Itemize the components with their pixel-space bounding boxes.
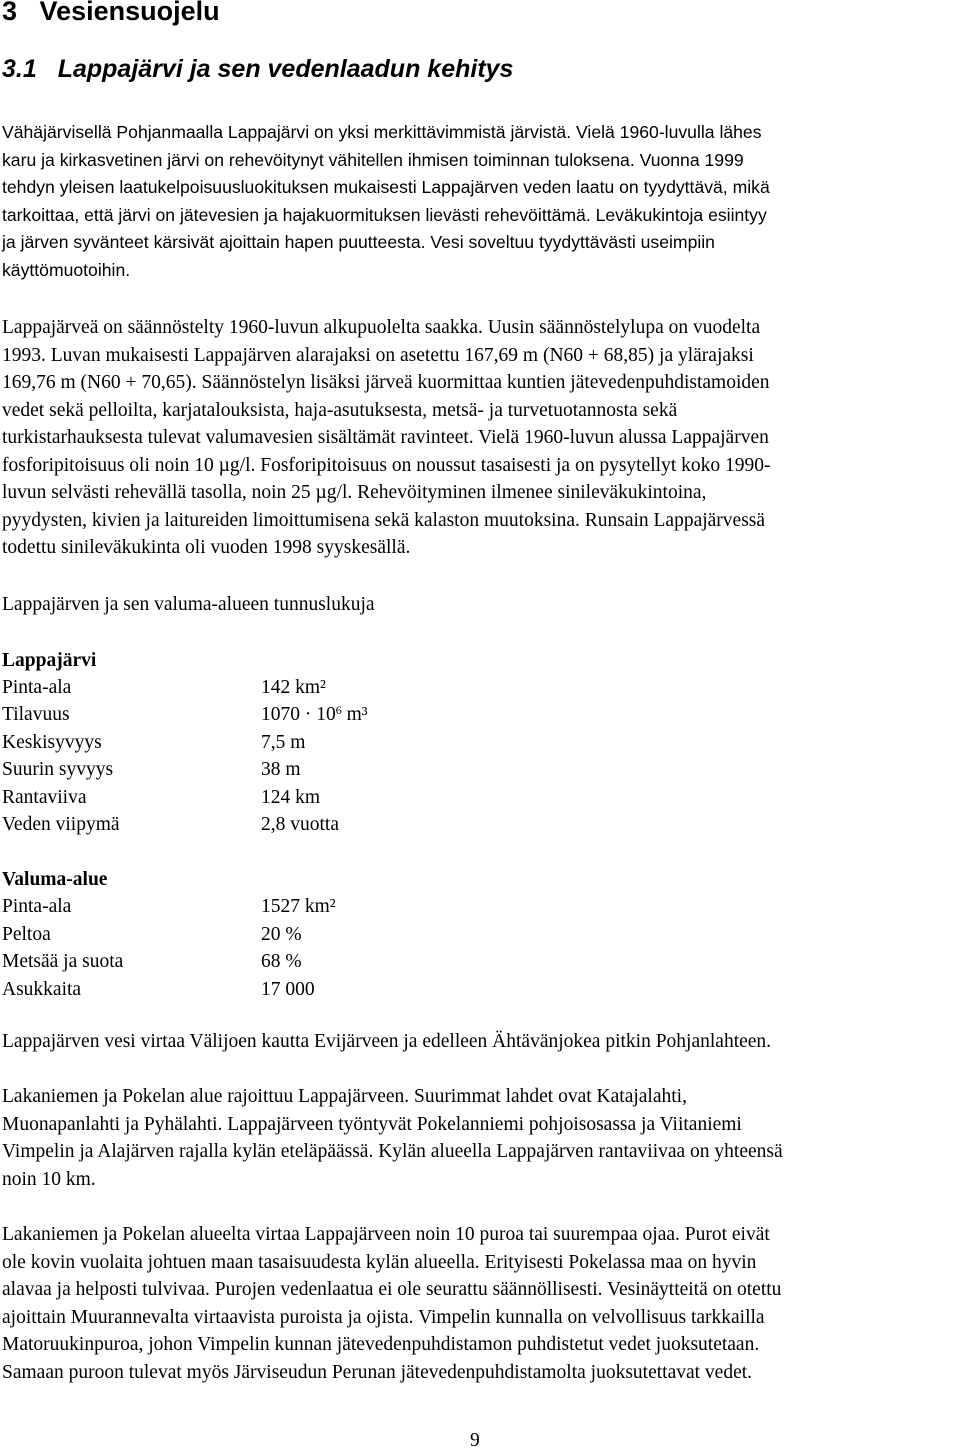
row-value: 68 % xyxy=(261,951,302,972)
paragraph-line: fosforipitoisuus oli noin 10 µg/l. Fosforipitoisuus on noussut tasaisesti ja on pysytellyt koko 1990- xyxy=(2,454,771,476)
row-label: Asukkaita xyxy=(2,979,82,1000)
paragraph-intro xyxy=(2,119,958,284)
paragraph-line: turkistarhauksesta tulevat valumavesien sisältämät ravinteet. Vielä 1960-luvun alussa Lappajärven xyxy=(2,427,769,448)
paragraph-line: karu ja kirkasvetinen järvi on rehevöitynyt vähitellen ihmisen toiminnan tuloksena. Vuonna 1999 xyxy=(2,149,744,170)
paragraph-line: alavaa ja helposti tulvivaa. Purojen vedenlaatua ei ole seurattu säännöllisesti. Vesinäytteitä on otettu xyxy=(2,1279,782,1300)
lake-row-area xyxy=(2,674,702,702)
row-value: 142 km² xyxy=(261,677,326,698)
row-label: Suurin syvyys xyxy=(2,759,114,780)
row-label: Metsää ja suota xyxy=(2,951,124,972)
row-label: Veden viipymä xyxy=(2,814,120,835)
paragraph-line: ajoittain Muurannevalta virtaavista puroista ja ojista. Vimpelin kunnalla on velvollisuus tarkkailla xyxy=(2,1306,765,1328)
row-value: 38 m xyxy=(261,759,301,780)
paragraph-line: Vähäjärvisellä Pohjanmaalla Lappajärvi on yksi merkittävimmistä järvistä. Vielä 1960-luvulla lähes xyxy=(2,122,762,142)
paragraph-line: Muonapanlahti ja Pyhälahti. Lappajärveen työntyvät Pokelanniemi pohjoisosassa ja Viitaniemi xyxy=(2,1113,742,1135)
row-value: 20 % xyxy=(261,924,302,945)
paragraph-line: ja järven syvänteet kärsivät ajoittain hapen puutteesta. Vesi soveltuu tyydyttävästi useimpiin xyxy=(2,232,715,252)
paragraph-line: tehdyn yleisen laatukelpoisuusluokituksen mukaisesti Lappajärven veden laatu on tyydyttävä, mikä xyxy=(2,177,770,197)
row-label: Pinta-ala xyxy=(2,896,72,917)
paragraph-line: pyydysten, kivien ja laitureiden limoittumisena sekä kalaston muutoksina. Runsain Lappajärvessä xyxy=(2,509,766,531)
paragraph-line: 1993. Luvan mukaisesti Lappajärven alarajaksi on asetettu 167,69 m (N60 + 68,85) ja ylärajaksi xyxy=(2,344,754,366)
row-value: 2,8 vuotta xyxy=(261,814,339,835)
catchment-row-inhabitants xyxy=(2,976,702,1004)
row-label: Rantaviiva xyxy=(2,787,87,808)
row-value: 1527 km² xyxy=(261,896,336,917)
paragraph-line: 169,76 m (N60 + 70,65). Säännöstelyn lisäksi järveä kuormittaa kuntien jätevedenpuhdistamoiden xyxy=(2,372,770,393)
row-value: 17 000 xyxy=(261,979,315,1000)
row-label: Keskisyvyys xyxy=(2,732,102,753)
paragraph-shore xyxy=(2,1083,958,1193)
page-number: 9 xyxy=(470,1430,480,1451)
paragraph-line: ole kovin vuolaita johtuen maan tasaisuudesta kylän alueella. Erityisesti Pokelassa maa on hyvin xyxy=(2,1251,757,1273)
paragraph-line: käyttömuotoihin. xyxy=(2,259,131,280)
lake-row-retention xyxy=(2,811,702,839)
lake-row-mean-depth xyxy=(2,729,702,757)
paragraph-line: Lakaniemen ja Pokelan alueelta virtaa Lappajärveen noin 10 puroa tai suurempaa ojaa. Purot eivät xyxy=(2,1224,770,1245)
lake-row-volume xyxy=(2,701,702,729)
paragraph-line: vedet sekä pelloilta, karjatalouksista, haja-asutuksesta, metsä- ja turvetuotannosta sekä xyxy=(2,399,678,421)
paragraph-streams xyxy=(2,1221,958,1386)
row-label: Tilavuus xyxy=(2,704,70,725)
paragraph-line: tarkoittaa, että järvi on jätevesien ja hajakuormituksen lievästi rehevöittämä. Leväkukintoja esiintyy xyxy=(2,204,767,225)
row-label: Pinta-ala xyxy=(2,677,72,698)
lake-table-title: Lappajärvi xyxy=(2,650,97,671)
paragraph-outflow: Lappajärven vesi virtaa Välijoen kautta Evijärveen ja edelleen Ähtävänjokea pitkin Pohjanlahteen. xyxy=(2,1031,772,1052)
catchment-row-forest xyxy=(2,948,702,976)
row-value: $1070 \cdot 10^6$ m³ xyxy=(261,703,368,725)
chapter-title: Vesiensuojelu xyxy=(39,0,220,26)
paragraph-line: Samaan puroon tulevat myös Järviseudun Perunan jätevedenpuhdistamolta juoksutettavat vedet. xyxy=(2,1361,753,1383)
catchment-table-title: Valuma-alue xyxy=(2,869,108,890)
row-label: Peltoa xyxy=(2,924,51,945)
chapter-number: 3 xyxy=(2,0,18,26)
chapter-heading xyxy=(2,0,220,27)
paragraph-line: Vimpelin ja Alajärven rajalla kylän eteläpäässä. Kylän alueella Lappajärven rantaviivaa on yhteensä xyxy=(2,1141,783,1162)
row-value: 7,5 m xyxy=(261,732,306,753)
section-number: 3.1 xyxy=(2,55,37,83)
lake-row-shoreline xyxy=(2,784,702,812)
section-title: Lappajärvi ja sen vedenlaadun kehitys xyxy=(57,55,514,83)
paragraph-line: todettu sinileväkukinta oli vuoden 1998 syyskesällä. xyxy=(2,537,411,558)
section-heading xyxy=(2,55,513,84)
paragraph-regulation xyxy=(2,314,958,562)
row-value: 124 km xyxy=(261,787,321,808)
paragraph-line: Lappajärveä on säännöstelty 1960-luvun alkupuolelta saakka. Uusin säännöstelylupa on vuodelta xyxy=(2,317,761,338)
table-caption: Lappajärven ja sen valuma-alueen tunnuslukuja xyxy=(2,594,375,615)
catchment-row-fields xyxy=(2,921,702,949)
lake-row-max-depth xyxy=(2,756,702,784)
paragraph-line: noin 10 km. xyxy=(2,1168,96,1190)
paragraph-line: Lakaniemen ja Pokelan alue rajoittuu Lappajärveen. Suurimmat lahdet ovat Katajalahti, xyxy=(2,1086,687,1107)
paragraph-line: luvun selvästi rehevällä tasolla, noin 25 µg/l. Rehevöityminen ilmenee sinileväkukintoina, xyxy=(2,482,707,503)
catchment-row-area xyxy=(2,893,702,921)
paragraph-line: Matoruukinpuroa, johon Vimpelin kunnan jätevedenpuhdistamon puhdistetut vedet juoksutetaan. xyxy=(2,1334,760,1355)
